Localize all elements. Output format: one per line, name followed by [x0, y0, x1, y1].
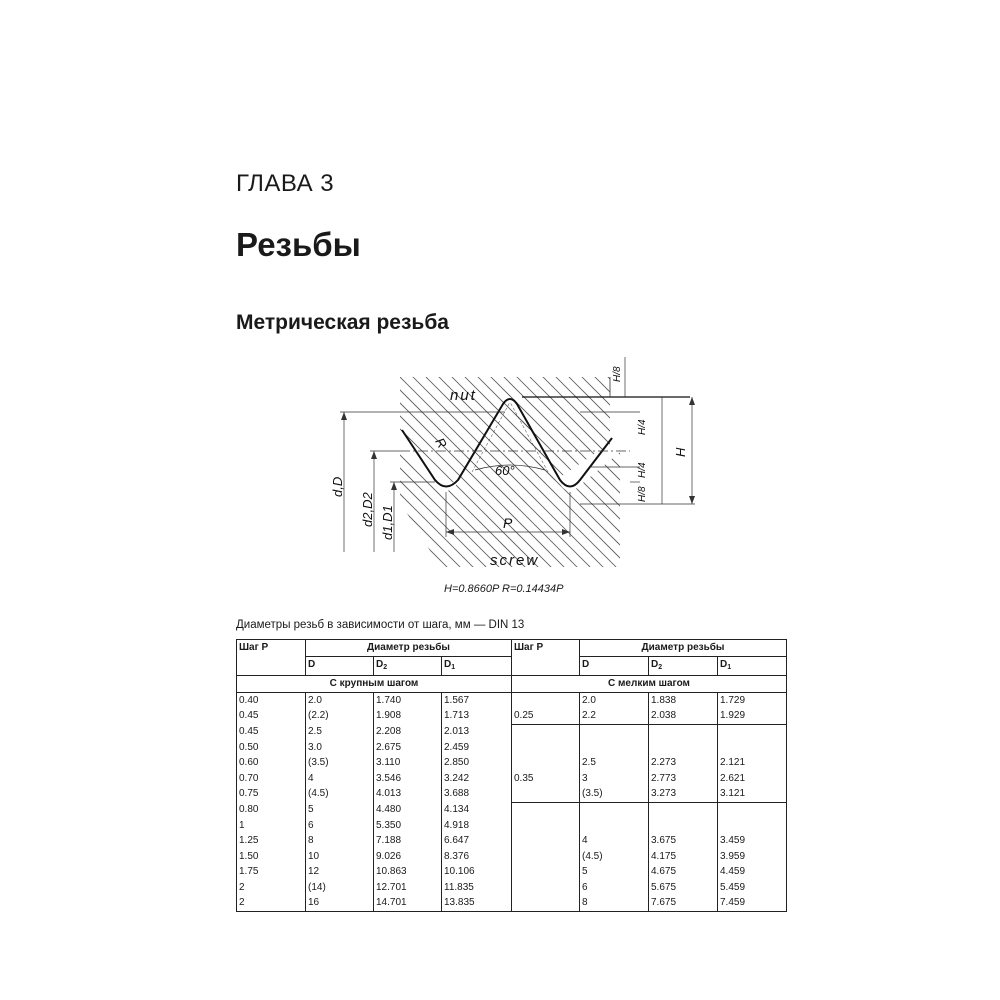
table-cell: 3.959 — [718, 849, 787, 865]
thread-diameter-table — [236, 639, 787, 912]
header-D1: $D_1$ — [718, 656, 787, 676]
table-row — [237, 880, 787, 896]
table-cell: 2.675 — [374, 740, 442, 756]
label-angle: 60° — [495, 463, 515, 478]
table-row — [237, 864, 787, 880]
label-pitch: P — [503, 515, 513, 531]
table-cell — [512, 786, 580, 802]
table-cell — [512, 849, 580, 865]
table-cell — [718, 818, 787, 834]
table-cell — [580, 818, 649, 834]
table-cell: 2 — [237, 880, 306, 896]
table-cell — [512, 864, 580, 880]
table-cell: 2.5 — [580, 755, 649, 771]
table-cell: 11.835 — [442, 880, 512, 896]
table-cell — [512, 724, 580, 740]
table-cell: 1.838 — [649, 692, 718, 708]
table-cell: 3.688 — [442, 786, 512, 802]
table-cell — [649, 740, 718, 756]
table-cell: 4.480 — [374, 802, 442, 818]
table-cell — [718, 802, 787, 818]
header-pitch-right: Шаг P — [512, 640, 580, 676]
label-H: H — [673, 447, 688, 457]
table-cell — [649, 802, 718, 818]
section-fine: С мелким шагом — [512, 676, 787, 693]
label-d: d,D — [330, 476, 345, 497]
table-cell: 4.175 — [649, 849, 718, 865]
table-cell — [649, 724, 718, 740]
table-cell — [580, 724, 649, 740]
table-cell: 4.675 — [649, 864, 718, 880]
table-cell: 0.25 — [512, 708, 580, 724]
table-cell — [580, 802, 649, 818]
table-cell: 2.121 — [718, 755, 787, 771]
table-row — [237, 724, 787, 740]
table-cell: 3.242 — [442, 771, 512, 787]
table-cell: 0.50 — [237, 740, 306, 756]
table-cell: 7.188 — [374, 833, 442, 849]
table-cell: 13.835 — [442, 895, 512, 911]
thread-formula: H=0.8660P R=0.14434P — [444, 583, 564, 595]
table-cell: 4.459 — [718, 864, 787, 880]
table-cell: 1.908 — [374, 708, 442, 724]
table-cell — [512, 692, 580, 708]
label-screw: screw — [490, 552, 540, 569]
table-cell: 2 — [237, 895, 306, 911]
table-row — [237, 849, 787, 865]
table-cell: 14.701 — [374, 895, 442, 911]
table-cell: 5.675 — [649, 880, 718, 896]
table-cell: 7.675 — [649, 895, 718, 911]
table-cell: 2.2 — [580, 708, 649, 724]
table-cell: 10.863 — [374, 864, 442, 880]
table-cell: 1.25 — [237, 833, 306, 849]
header-D: D — [306, 656, 374, 676]
table-cell — [512, 895, 580, 911]
label-d2: d2,D2 — [360, 492, 375, 527]
table-cell: (4.5) — [580, 849, 649, 865]
table-row — [237, 708, 787, 724]
table-cell: 0.35 — [512, 771, 580, 787]
table-cell: 8.376 — [442, 849, 512, 865]
header-D2: $D_2$ — [649, 656, 718, 676]
table-cell: 8 — [306, 833, 374, 849]
label-H4b: H/4 — [637, 462, 648, 478]
table-cell: 10.106 — [442, 864, 512, 880]
table-cell: 0.45 — [237, 724, 306, 740]
label-d1: d1,D1 — [380, 505, 395, 540]
table-cell: 3.0 — [306, 740, 374, 756]
table-cell: 0.60 — [237, 755, 306, 771]
table-cell: 1.740 — [374, 692, 442, 708]
table-cell: 2.459 — [442, 740, 512, 756]
table-cell: 6 — [306, 818, 374, 834]
table-cell: 2.038 — [649, 708, 718, 724]
table-cell: (4.5) — [306, 786, 374, 802]
table-cell: 4.013 — [374, 786, 442, 802]
table-cell: 4 — [306, 771, 374, 787]
table-cell: 9.026 — [374, 849, 442, 865]
table-cell: 2.773 — [649, 771, 718, 787]
table-row — [237, 802, 787, 818]
table-cell: 2.621 — [718, 771, 787, 787]
header-D2: $D_2$ — [374, 656, 442, 676]
header-diameter-left: Диаметр резьбы — [306, 640, 512, 657]
table-row — [237, 818, 787, 834]
table-row — [237, 895, 787, 911]
table-cell — [512, 755, 580, 771]
table-cell: 3 — [580, 771, 649, 787]
table-cell: 2.208 — [374, 724, 442, 740]
table-cell — [718, 724, 787, 740]
label-nut: nut — [450, 387, 477, 404]
table-cell: 0.70 — [237, 771, 306, 787]
table-cell: 3.110 — [374, 755, 442, 771]
table-cell: 5.350 — [374, 818, 442, 834]
table-cell: 5.459 — [718, 880, 787, 896]
table-cell — [512, 833, 580, 849]
table-cell — [512, 818, 580, 834]
table-cell: 1.729 — [718, 692, 787, 708]
table-cell: 16 — [306, 895, 374, 911]
table-cell: 3.546 — [374, 771, 442, 787]
table-cell: 1.929 — [718, 708, 787, 724]
table-cell: (2.2) — [306, 708, 374, 724]
table-row — [237, 833, 787, 849]
label-H4a: H/4 — [637, 419, 648, 435]
table-row — [237, 786, 787, 802]
table-cell: 1.75 — [237, 864, 306, 880]
table-cell: 5 — [306, 802, 374, 818]
table-cell: 0.75 — [237, 786, 306, 802]
table-cell: 6 — [580, 880, 649, 896]
table-cell: 4 — [580, 833, 649, 849]
header-D: D — [580, 656, 649, 676]
table-cell: 2.0 — [306, 692, 374, 708]
table-cell: 5 — [580, 864, 649, 880]
header-diameter-right: Диаметр резьбы — [580, 640, 787, 657]
thread-diagram — [300, 352, 700, 587]
table-cell: (3.5) — [580, 786, 649, 802]
table-cell: 3.121 — [718, 786, 787, 802]
table-row — [237, 692, 787, 708]
table-cell: 4.134 — [442, 802, 512, 818]
table-cell: 1.567 — [442, 692, 512, 708]
header-pitch-left: Шаг P — [237, 640, 306, 676]
table-caption: Диаметры резьб в зависимости от шага, мм — DIN 13 — [236, 619, 525, 631]
label-H3: H/8 — [637, 486, 648, 502]
table-cell: 2.013 — [442, 724, 512, 740]
table-cell — [649, 818, 718, 834]
section-coarse: С крупным шагом — [237, 676, 512, 693]
table-cell — [512, 802, 580, 818]
table-cell: 1 — [237, 818, 306, 834]
table-cell: 1.713 — [442, 708, 512, 724]
label-H8: H/8 — [612, 366, 623, 382]
chapter-label: ГЛАВА 3 — [236, 170, 335, 197]
table-cell: 12 — [306, 864, 374, 880]
table-cell: 2.850 — [442, 755, 512, 771]
table-row — [237, 755, 787, 771]
table-cell: 8 — [580, 895, 649, 911]
table-cell: 2.5 — [306, 724, 374, 740]
table-cell: 0.80 — [237, 802, 306, 818]
table-cell: 0.45 — [237, 708, 306, 724]
table-cell: 1.50 — [237, 849, 306, 865]
table-cell: 3.675 — [649, 833, 718, 849]
table-row — [237, 740, 787, 756]
header-D1: $D_1$ — [442, 656, 512, 676]
table-cell — [580, 740, 649, 756]
table-cell: 4.918 — [442, 818, 512, 834]
table-cell: (3.5) — [306, 755, 374, 771]
table-cell: 12.701 — [374, 880, 442, 896]
section-title: Метрическая резьба — [236, 311, 449, 334]
table-cell: 3.273 — [649, 786, 718, 802]
table-cell: 0.40 — [237, 692, 306, 708]
table-cell: 2.273 — [649, 755, 718, 771]
table-cell — [512, 740, 580, 756]
table-cell: 6.647 — [442, 833, 512, 849]
page-title: Резьбы — [236, 226, 361, 263]
table-cell: 10 — [306, 849, 374, 865]
table-cell: (14) — [306, 880, 374, 896]
table-cell — [512, 880, 580, 896]
label-radius: R — [432, 435, 450, 451]
table-cell: 3.459 — [718, 833, 787, 849]
table-cell: 7.459 — [718, 895, 787, 911]
table-row — [237, 771, 787, 787]
table-cell: 2.0 — [580, 692, 649, 708]
table-cell — [718, 740, 787, 756]
